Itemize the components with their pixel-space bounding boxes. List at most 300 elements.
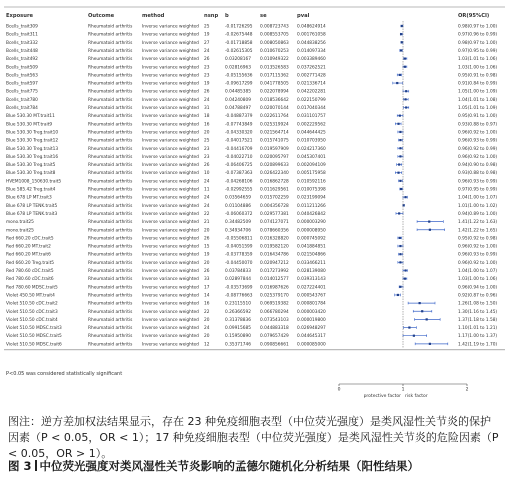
cell-outcome: Rheumatoid arthritis xyxy=(88,130,133,136)
table-row xyxy=(6,268,497,274)
cell-b: -0.01726295 xyxy=(225,24,253,30)
cell-method: Inverse variance weighted xyxy=(142,73,199,79)
cell-pval: 0.014097334 xyxy=(297,48,326,54)
cell-pval: 0.044644425 xyxy=(297,130,326,136)
cell-se: 0.016862728 xyxy=(260,179,289,185)
cell-exposure: Violet 450.50 MT.trait4 xyxy=(6,293,55,299)
cell-se: 0.008723743 xyxy=(260,24,289,30)
cell-b: -0.09617299 xyxy=(225,81,253,87)
table-row xyxy=(6,260,497,266)
cell-exposure: Bcells_trait332 xyxy=(6,40,38,46)
cell-b: -0.04268106 xyxy=(225,179,253,185)
cell-se: 0.078660356 xyxy=(260,228,289,234)
or-ci-text: 0.92(0.87 to 0.96) xyxy=(458,293,498,299)
cell-pval: 0.022150799 xyxy=(297,97,326,103)
table-row xyxy=(6,325,497,331)
cell-outcome: Rheumatoid arthritis xyxy=(88,334,133,340)
or-ci-text: 0.95(0.91 to 1.00) xyxy=(458,114,498,120)
cell-se: 0.016434786 xyxy=(260,252,289,258)
table-row xyxy=(6,187,497,193)
cell-b: 0.34482509 xyxy=(225,220,251,226)
cell-b: 0.04788497 xyxy=(225,106,251,111)
cell-b: -0.02675448 xyxy=(225,32,253,38)
cell-outcome: Rheumatoid arthritis xyxy=(88,32,133,38)
cell-se: 0.022611764 xyxy=(260,114,289,120)
estimate-point xyxy=(429,229,431,231)
or-ci-text: 0.98(0.97 to 1.00) xyxy=(458,24,498,30)
cell-exposure: Violet 510.50 MDSC.trait6 xyxy=(6,342,62,348)
cell-method: Inverse variance weighted xyxy=(142,89,199,95)
cell-method: Inverse variance weighted xyxy=(142,57,199,63)
or-ci-text: 1.42(1.19 to 1.70) xyxy=(458,342,498,348)
cell-outcome: Rheumatoid arthritis xyxy=(88,260,133,266)
cell-method: Inverse variance weighted xyxy=(142,285,199,291)
xlabel-risk: risk factor xyxy=(405,394,428,399)
table-row xyxy=(6,178,497,184)
cell-outcome: Rheumatoid arthritis xyxy=(88,154,133,160)
table-row xyxy=(6,284,497,290)
or-ci-text: 0.94(0.89 to 1.00) xyxy=(458,211,498,217)
cell-b: -0.04416709 xyxy=(225,146,253,152)
header-method: method xyxy=(142,13,165,19)
cell-se: 0.017115362 xyxy=(260,73,289,79)
cell-exposure: Red 660.20 cDC.trait5 xyxy=(6,236,54,242)
cell-nsnp: 16 xyxy=(204,122,210,128)
cell-method: Inverse variance weighted xyxy=(142,81,199,87)
cell-method: Inverse variance weighted xyxy=(142,195,199,201)
cell-se: 0.026422340 xyxy=(260,171,289,177)
cell-method: Inverse variance weighted xyxy=(142,130,199,136)
cell-exposure: Violet 510.50 cDC.trait2 xyxy=(6,301,58,307)
cell-se: 0.020070144 xyxy=(260,106,289,111)
cell-se: 0.013526583 xyxy=(260,65,289,71)
cell-b: 0.35371746 xyxy=(225,342,251,348)
cell-nsnp: 18 xyxy=(204,114,210,120)
cell-exposure: Red 660.20 Treg.trait5 xyxy=(6,260,55,266)
cell-nsnp: 23 xyxy=(204,65,210,71)
cell-se: 0.022078994 xyxy=(260,89,289,95)
cell-b: 0.34934706 xyxy=(225,228,251,234)
cell-exposure: Bcells_trait509 xyxy=(6,65,38,71)
cell-pval: 0.033466211 xyxy=(297,260,326,266)
cell-nsnp: 23 xyxy=(204,73,210,79)
estimate-point xyxy=(404,269,406,271)
or-ci-text: 1.30(1.16 to 1.45) xyxy=(458,309,498,315)
cell-method: Inverse variance weighted xyxy=(142,146,199,152)
cell-outcome: Rheumatoid arthritis xyxy=(88,81,133,87)
cell-nsnp: 20 xyxy=(204,228,210,234)
cell-pval: 0.000008950 xyxy=(297,228,326,234)
cell-se: 0.074127071 xyxy=(260,220,289,226)
cell-pval: 0.021504866 xyxy=(297,252,326,258)
cell-exposure: Blue 530.30 Treg.trait16 xyxy=(6,154,59,160)
table-row xyxy=(6,219,497,225)
cell-nsnp: 20 xyxy=(204,334,210,340)
header-se: se xyxy=(260,13,267,19)
cell-exposure: Blue 530.30 Treg.trait5 xyxy=(6,163,56,169)
cell-nsnp: 20 xyxy=(204,130,210,136)
cell-nsnp: 20 xyxy=(204,317,210,323)
cell-b: -0.02992555 xyxy=(225,187,253,193)
cell-method: Inverse variance weighted xyxy=(142,114,199,120)
cell-nsnp: 26 xyxy=(204,163,210,169)
cell-outcome: Rheumatoid arthritis xyxy=(88,277,133,283)
or-ci-text: 1.17(1.00 to 1.37) xyxy=(458,334,498,340)
cell-exposure: Bcells_trait448 xyxy=(6,48,38,54)
cell-pval: 0.017040344 xyxy=(297,106,326,111)
cell-exposure: Blue 678 LP TENK.trait5 xyxy=(6,203,58,209)
cell-pval: 0.031101757 xyxy=(297,114,326,120)
cell-nsnp: 12 xyxy=(204,342,210,348)
table-row xyxy=(6,97,497,103)
estimate-point xyxy=(408,326,410,328)
cell-pval: 0.024217360 xyxy=(297,146,326,152)
cell-outcome: Rheumatoid arthritis xyxy=(88,65,133,71)
or-ci-text: 1.41(1.22 to 1.63) xyxy=(458,220,498,226)
cell-se: 0.018536642 xyxy=(260,97,289,103)
cell-exposure: Bcells_trait311 xyxy=(6,32,38,38)
table-row xyxy=(6,244,497,250)
cell-exposure: Bcells_trait492 xyxy=(6,57,38,63)
figure-note xyxy=(8,414,501,462)
cell-pval: 0.026948297 xyxy=(297,326,326,332)
or-ci-text: 1.05(1.01 to 1.09) xyxy=(458,106,498,111)
table-row xyxy=(6,227,497,233)
xlabel-protective: protective factor xyxy=(363,394,401,399)
or-ci-text: 0.96(0.92 to 1.00) xyxy=(458,260,498,266)
or-ci-text: 0.93(0.88 to 0.97) xyxy=(458,122,498,128)
cell-se: 0.090856661 xyxy=(260,342,289,348)
header-outcome: Outcome xyxy=(88,13,115,19)
or-ci-text: 0.95(0.91 to 0.98) xyxy=(458,73,498,79)
cell-b: 0.03784833 xyxy=(225,269,251,274)
header-b: b xyxy=(225,13,229,19)
cell-exposure: Blue 585.42 Treg.trait4 xyxy=(6,187,56,193)
estimate-point xyxy=(399,131,401,133)
cell-pval: 0.005175958 xyxy=(297,171,326,177)
axis-tick-label: 1 xyxy=(401,387,405,393)
cell-se: 0.066780294 xyxy=(260,309,289,315)
cell-outcome: Rheumatoid arthritis xyxy=(88,146,133,152)
estimate-point xyxy=(399,286,401,288)
cell-outcome: Rheumatoid arthritis xyxy=(88,122,133,128)
or-ci-text: 0.96(0.93 to 0.99) xyxy=(458,138,498,144)
cell-method: Inverse variance weighted xyxy=(142,301,199,307)
estimate-point xyxy=(399,74,401,76)
figure-note-text: 图注：逆方差加权法结果显示，存在 23 种免疫细胞表型（中位荧光强度）是类风湿性关节炎的保护因素（P < 0.05，OR < 1）；17 种免疫细胞表型（中位荧光强度）是类风湿性关节炎的危险因素（P < 0.05，OR > 1）。 xyxy=(8,415,499,460)
cell-se: 0.044883318 xyxy=(260,326,289,332)
cell-se: 0.019597909 xyxy=(260,146,289,152)
cell-se: 0.020095797 xyxy=(260,154,289,160)
or-ci-text: 0.97(0.96 to 0.99) xyxy=(458,32,498,38)
cell-se: 0.041778505 xyxy=(260,81,289,87)
estimate-point xyxy=(399,139,401,141)
or-ci-text: 0.97(0.95 to 0.99) xyxy=(458,48,498,54)
cell-nsnp: 33 xyxy=(204,277,210,283)
estimate-point xyxy=(399,245,401,247)
cell-b: 0.03564659 xyxy=(225,195,251,201)
table-row xyxy=(6,113,497,119)
table-row xyxy=(6,309,497,315)
cell-se: 0.008553705 xyxy=(260,32,289,38)
cell-outcome: Rheumatoid arthritis xyxy=(88,106,133,111)
cell-b: 0.04485385 xyxy=(225,89,251,95)
cell-se: 0.017273992 xyxy=(260,269,289,274)
cell-b: -0.04330320 xyxy=(225,130,253,136)
table-row xyxy=(6,105,497,111)
table-row xyxy=(6,56,497,62)
cell-b: 0.02897844 xyxy=(225,277,251,283)
cell-se: 0.025319924 xyxy=(260,122,289,128)
header-nsnp: nsnp xyxy=(204,13,219,19)
cell-outcome: Rheumatoid arthritis xyxy=(88,236,133,242)
or-ci-text: 0.94(0.90 to 0.98) xyxy=(458,163,498,169)
cell-nsnp: 23 xyxy=(204,154,210,160)
cell-b: -0.01718858 xyxy=(225,40,253,46)
cell-nsnp: 11 xyxy=(204,187,210,193)
or-ci-text: 0.95(0.92 to 0.98) xyxy=(458,236,498,242)
table-row xyxy=(6,48,497,54)
or-ci-text: 0.96(0.92 to 1.00) xyxy=(458,244,498,250)
cell-method: Inverse variance weighted xyxy=(142,24,199,30)
or-ci-text: 0.97(0.95 to 0.99) xyxy=(458,187,498,193)
cell-method: Inverse variance weighted xyxy=(142,138,199,144)
cell-b: 0.15950890 xyxy=(225,334,251,340)
table-row xyxy=(6,138,497,144)
estimate-point xyxy=(397,172,399,174)
or-ci-text: 0.96(0.94 to 1.00) xyxy=(458,285,498,291)
table-row xyxy=(6,170,497,176)
cell-nsnp: 17 xyxy=(204,285,210,291)
cell-b: -0.07387363 xyxy=(225,171,253,177)
significance-note: P<0.05 was considered statistically significant xyxy=(6,371,123,377)
estimate-point xyxy=(428,221,430,223)
estimate-point xyxy=(404,66,406,68)
cell-outcome: Rheumatoid arthritis xyxy=(88,24,133,30)
table-row xyxy=(6,252,497,258)
table-row xyxy=(6,24,497,30)
cell-outcome: Rheumatoid arthritis xyxy=(88,269,133,274)
cell-b: -0.06406725 xyxy=(225,163,253,169)
cell-method: Inverse variance weighted xyxy=(142,106,199,111)
estimate-point xyxy=(404,196,406,198)
cell-pval: 0.023199094 xyxy=(297,195,326,201)
cell-pval: 0.021336714 xyxy=(297,81,326,87)
cell-method: Inverse variance weighted xyxy=(142,122,199,128)
cell-outcome: Rheumatoid arthritis xyxy=(88,97,133,103)
cell-pval: 0.044645317 xyxy=(297,334,326,340)
or-ci-text: 1.03(1.00 to 1.06) xyxy=(458,277,498,283)
cell-pval: 0.011211266 xyxy=(297,203,326,209)
cell-pval: 0.000543767 xyxy=(297,293,326,299)
cell-method: Inverse variance weighted xyxy=(142,228,199,234)
cell-method: Inverse variance weighted xyxy=(142,154,199,160)
cell-exposure: Blue 530.30 MT.trait9 xyxy=(6,122,53,128)
cell-nsnp: 14 xyxy=(204,293,210,299)
estimate-point xyxy=(399,147,401,149)
cell-outcome: Rheumatoid arthritis xyxy=(88,114,133,120)
or-ci-text: 1.37(1.18 to 1.58) xyxy=(458,317,498,323)
cell-outcome: Rheumatoid arthritis xyxy=(88,342,133,348)
cell-outcome: Rheumatoid arthritis xyxy=(88,285,133,291)
table-row xyxy=(6,64,497,70)
cell-exposure: Blue 678 LP MT.trait3 xyxy=(6,195,52,201)
cell-b: -0.05155636 xyxy=(225,73,253,79)
cell-method: Inverse variance weighted xyxy=(142,326,199,332)
cell-nsnp: 19 xyxy=(204,81,210,87)
cell-b: -0.04051599 xyxy=(225,244,253,250)
cell-pval: 0.000801784 xyxy=(297,301,326,307)
cell-exposure: Blue 530.30 Treg.trait12 xyxy=(6,138,59,144)
cell-exposure: Blue 530.30 Treg.trait13 xyxy=(6,146,59,152)
cell-pval: 0.003389460 xyxy=(297,57,326,63)
cell-se: 0.069519382 xyxy=(260,301,289,307)
or-ci-text: 0.93(0.88 to 0.98) xyxy=(458,171,498,177)
cell-outcome: Rheumatoid arthritis xyxy=(88,187,133,193)
cell-nsnp: 19 xyxy=(204,252,210,258)
table-row xyxy=(6,292,497,298)
cell-pval: 0.002771428 xyxy=(297,73,326,79)
x-axis xyxy=(4,21,505,399)
cell-b: 0.23115510 xyxy=(225,301,251,307)
estimate-point xyxy=(400,188,402,190)
cell-method: Inverse variance weighted xyxy=(142,334,199,340)
table-row xyxy=(6,72,497,78)
cell-pval: 0.027224401 xyxy=(297,285,326,291)
estimate-point xyxy=(399,115,401,117)
cell-exposure: mono.trait25 xyxy=(6,220,34,226)
forest-rows xyxy=(6,24,497,348)
table-row xyxy=(6,195,497,201)
cell-method: Inverse variance weighted xyxy=(142,179,199,185)
or-ci-text: 0.96(0.92 to 0.99) xyxy=(458,146,498,152)
cell-pval: 0.000745092 xyxy=(297,236,326,242)
figure-label: 图 3 xyxy=(8,459,32,473)
cell-pval: 0.045307401 xyxy=(297,154,326,160)
estimate-point xyxy=(401,25,403,27)
table-row xyxy=(6,162,497,168)
cell-exposure: Violet 510.50 cDC.trait3 xyxy=(6,309,58,315)
estimate-point xyxy=(398,163,400,165)
cell-method: Inverse variance weighted xyxy=(142,342,199,348)
cell-outcome: Rheumatoid arthritis xyxy=(88,138,133,144)
cell-b: -0.05506811 xyxy=(225,236,253,242)
cell-se: 0.025379170 xyxy=(260,293,289,299)
cell-nsnp: 16 xyxy=(204,301,210,307)
cell-b: -0.04450070 xyxy=(225,260,253,266)
cell-method: Inverse variance weighted xyxy=(142,269,199,274)
cell-method: Inverse variance weighted xyxy=(142,48,199,54)
or-ci-text: 1.04(1.00 to 1.07) xyxy=(458,195,498,201)
cell-outcome: Rheumatoid arthritis xyxy=(88,228,133,234)
cell-outcome: Rheumatoid arthritis xyxy=(88,309,133,315)
cell-exposure: Bcells_trait780 xyxy=(6,97,38,103)
or-ci-text: 0.96(0.92 to 1.00) xyxy=(458,130,498,136)
cell-outcome: Rheumatoid arthritis xyxy=(88,73,133,79)
cell-nsnp: 25 xyxy=(204,138,210,144)
cell-b: 0.02816963 xyxy=(225,65,251,71)
cell-method: Inverse variance weighted xyxy=(142,236,199,242)
table-row xyxy=(6,211,497,217)
table-row xyxy=(6,40,497,46)
estimate-point xyxy=(405,106,407,108)
cell-nsnp: 24 xyxy=(204,48,210,54)
title-divider xyxy=(35,460,37,471)
cell-exposure: Red 660.20 MT.trait6 xyxy=(6,252,51,258)
cell-pval: 0.044838256 xyxy=(297,40,326,46)
cell-method: Inverse variance weighted xyxy=(142,220,199,226)
cell-se: 0.079657429 xyxy=(260,334,289,340)
cell-outcome: Rheumatoid arthritis xyxy=(88,317,133,323)
cell-b: -0.06060372 xyxy=(225,211,253,217)
cell-b: 0.26366592 xyxy=(225,309,251,315)
cell-pval: 0.039313143 xyxy=(297,277,326,283)
or-ci-text: 1.42(1.22 to 1.65) xyxy=(458,228,498,234)
header-pval: pval xyxy=(297,13,310,19)
cell-nsnp: 24 xyxy=(204,97,210,103)
or-ci-text: 0.98(0.97 to 1.00) xyxy=(458,40,498,46)
cell-nsnp: 24 xyxy=(204,203,210,209)
cell-outcome: Rheumatoid arthritis xyxy=(88,220,133,226)
table-row xyxy=(6,317,497,323)
cell-pval: 0.028139080 xyxy=(297,269,326,274)
estimate-point xyxy=(404,278,406,280)
cell-pval: 0.010592116 xyxy=(297,179,326,185)
estimate-point xyxy=(398,212,400,214)
cell-method: Inverse variance weighted xyxy=(142,244,199,250)
cell-exposure: Red 780.60 cDC.trait5 xyxy=(6,269,54,274)
cell-pval: 0.010075398 xyxy=(297,187,326,193)
estimate-point xyxy=(426,318,428,320)
cell-exposure: Red 780.60 cDC.trait6 xyxy=(6,277,54,283)
cell-b: -0.04022710 xyxy=(225,154,253,160)
figure-title xyxy=(8,458,501,474)
cell-se: 0.073543103 xyxy=(260,317,289,323)
cell-method: Inverse variance weighted xyxy=(142,65,199,71)
estimate-point xyxy=(397,294,399,296)
cell-method: Inverse variance weighted xyxy=(142,211,199,217)
cell-nsnp: 21 xyxy=(204,220,210,226)
cell-se: 0.010949322 xyxy=(260,57,289,63)
cell-nsnp: 23 xyxy=(204,146,210,152)
cell-pval: 0.048624914 xyxy=(297,24,326,30)
or-ci-text: 1.01(1.00 to 1.02) xyxy=(458,203,498,209)
cell-nsnp: 24 xyxy=(204,195,210,201)
cell-exposure: Blue 530.30 MT.trait11 xyxy=(6,114,55,120)
cell-nsnp: 22 xyxy=(204,309,210,315)
estimate-point xyxy=(399,155,401,157)
cell-pval: 0.001761058 xyxy=(297,32,326,38)
or-ci-text: 0.96(0.93 to 0.99) xyxy=(458,252,498,258)
cell-se: 0.004356728 xyxy=(260,203,289,209)
cell-method: Inverse variance weighted xyxy=(142,171,199,177)
table-row xyxy=(6,81,497,87)
cell-se: 0.014012577 xyxy=(260,277,289,283)
cell-se: 0.008050863 xyxy=(260,40,289,46)
cell-outcome: Rheumatoid arthritis xyxy=(88,195,133,201)
cell-exposure: HVEM1008_150630.trait5 xyxy=(6,179,62,185)
estimate-point xyxy=(399,237,401,239)
figure-title-text: 中位荧光强度对类风湿性关节炎影响的孟德尔随机化分析结果（阳性结果） xyxy=(39,459,420,473)
cell-pval: 0.000085000 xyxy=(297,342,326,348)
cell-b: 0.01104886 xyxy=(225,203,251,209)
cell-nsnp: 26 xyxy=(204,89,210,95)
table-row xyxy=(6,32,497,38)
or-ci-text: 1.26(1.08 to 1.50) xyxy=(458,301,498,307)
cell-b: -0.03573699 xyxy=(225,285,253,291)
or-ci-text: 0.96(0.93 to 0.99) xyxy=(458,179,498,185)
cell-nsnp: 26 xyxy=(204,57,210,63)
